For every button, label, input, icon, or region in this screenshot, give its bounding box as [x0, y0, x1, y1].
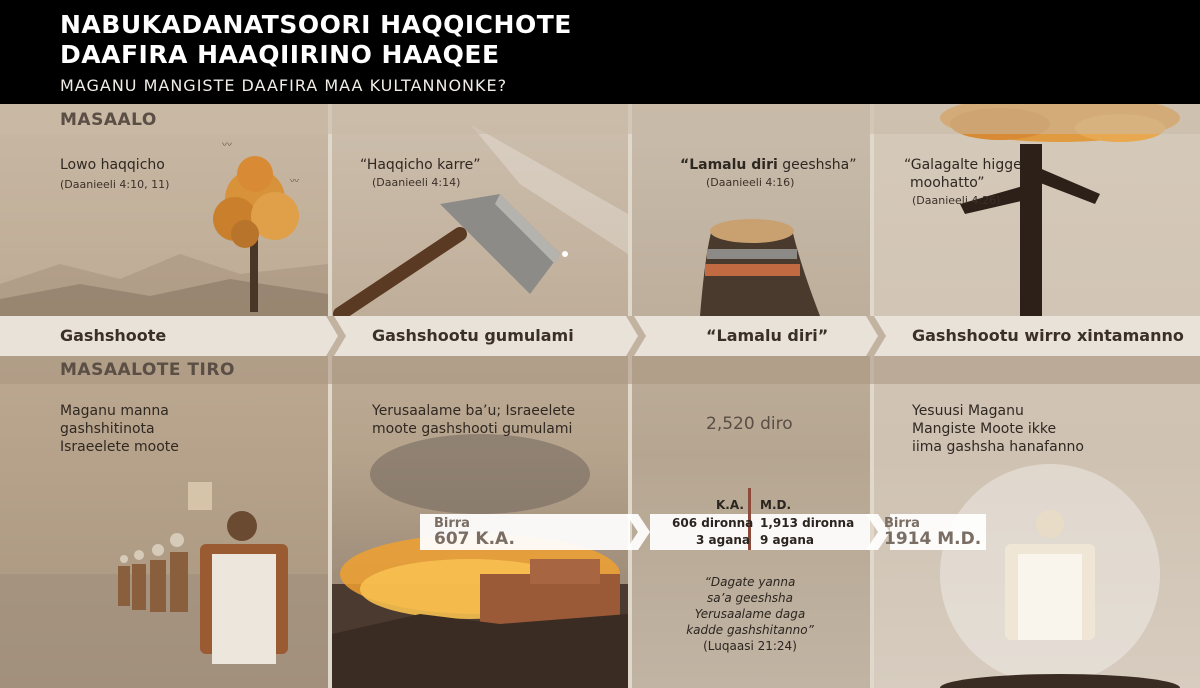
- col2-bottom-line: moote gashshooti gumulami: [372, 421, 573, 437]
- col4-bottom-line: iima gashsha hanafanno: [912, 439, 1084, 455]
- col1-bottom-line: Israeelete moote: [60, 439, 179, 455]
- title-line-1: NABUKADANATSOORI HAQQICHOTE: [60, 10, 572, 39]
- quote-line: kadde gashshitanno”: [686, 623, 814, 637]
- stage-label-gashshoote: Gashshoote: [60, 326, 167, 345]
- subtitle: MAGANU MANGISTE DAAFIRA MAA KULTANNONKE?: [60, 76, 508, 95]
- col1-bottom-line: Maganu manna: [60, 403, 169, 419]
- col1-top-text: Lowo haqqicho: [60, 157, 165, 173]
- col4-bottom-line: Mangiste Moote ikke: [912, 421, 1057, 437]
- quote-ref: (Luqaasi 21:24): [703, 639, 797, 653]
- timeline-end-year: 1914 M.D.: [884, 529, 982, 549]
- col4-bottom-line: Yesuusi Maganu: [912, 403, 1024, 419]
- section-band-top: [0, 104, 1200, 134]
- section-label-masaalote-tiro: MASAALOTE TIRO: [60, 360, 235, 380]
- col3-top-text-bold: “Lamalu diri: [680, 157, 778, 173]
- quote-line: sa’a geeshsha: [706, 591, 794, 605]
- col1-top-ref: (Daanieeli 4:10, 11): [60, 178, 170, 191]
- timeline-ka-line1: 606 dironna: [672, 516, 754, 530]
- header-extension: [600, 0, 1200, 104]
- col2-bottom-text: [372, 402, 575, 438]
- timeline-start-year: 607 K.A.: [434, 529, 515, 549]
- col3-top-text-rest: geeshsha”: [777, 157, 857, 173]
- col2-top-ref: (Daanieeli 4:14): [372, 176, 461, 189]
- stage-label-gashshootu-wirro: Gashshootu wirro xintamanno: [912, 326, 1184, 345]
- timeline-ka-header: K.A.: [716, 498, 744, 512]
- timeline-chevron-icon: [626, 514, 650, 550]
- col4-top-text-a: “Galagalte higge: [904, 157, 1022, 173]
- title-line-2: DAAFIRA HAAQIIRINO HAAQEE: [60, 40, 500, 69]
- section-label-masaalo: MASAALO: [60, 110, 157, 130]
- timeline-ka-line2: 3 agana: [696, 533, 750, 547]
- timeline-md-line1: 1,913 dironna: [760, 516, 855, 530]
- svg-text:〰: 〰: [222, 140, 232, 151]
- luke-quote: [660, 574, 840, 654]
- col3-top-text: [680, 156, 857, 174]
- enthroned-jesus-illustration: [940, 464, 1180, 688]
- stage-label-gashshootu-gumulami: Gashshootu gumulami: [372, 326, 574, 345]
- axe-illustration: [340, 194, 568, 314]
- burning-city-illustration: [332, 434, 628, 688]
- chevron-right-icon: [326, 316, 346, 356]
- col4-top-text-b: moohatto”: [910, 175, 985, 191]
- quote-line: “Dagate yanna: [704, 575, 796, 589]
- quote-line: Yerusaalame daga: [694, 607, 806, 621]
- timeline-start-label: Birra: [434, 516, 470, 531]
- chevron-right-icon: [626, 316, 646, 356]
- col1-bottom-line: gashshitinota: [60, 421, 155, 437]
- svg-text:〰: 〰: [290, 177, 300, 187]
- timeline-md-line2: 9 agana: [760, 533, 814, 547]
- chevron-right-icon: [866, 316, 886, 356]
- col3-bottom-text: 2,520 diro: [706, 414, 793, 434]
- col2-top-text: “Haqqicho karre”: [360, 157, 481, 173]
- stump-illustration: [700, 219, 820, 316]
- col2-bottom-line: Yerusaalame ba’u; Israeelete: [372, 403, 576, 419]
- timeline-md-header: M.D.: [760, 498, 792, 512]
- col4-bottom-text: [912, 402, 1084, 456]
- col4-top-ref: (Daanieeli 4:26): [912, 194, 1001, 207]
- stage-label-lamalu-diri: “Lamalu diri”: [706, 326, 829, 345]
- big-tree-illustration: [940, 104, 1180, 316]
- timeline-end-label: Birra: [884, 516, 920, 531]
- col3-top-ref: (Daanieeli 4:16): [706, 176, 795, 189]
- col1-bottom-text: [60, 402, 179, 456]
- illustrations: [0, 104, 1200, 688]
